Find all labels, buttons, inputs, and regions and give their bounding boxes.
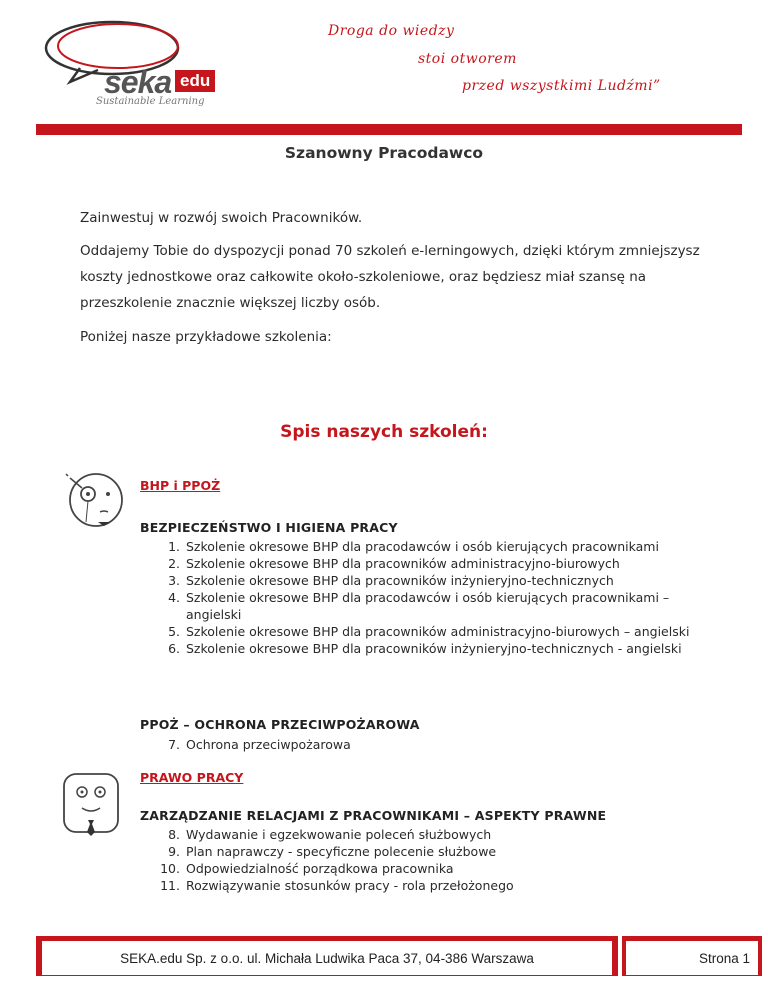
list-item: 9. Plan naprawczy - specyficzne polecenie służbowe [168, 844, 497, 859]
monocle-face-icon [56, 466, 136, 532]
footer-address: SEKA.edu Sp. z o.o. ul. Michała Ludwika Paca 37, 04-386 Warszawa [42, 941, 612, 975]
group-title-ppoz: PPOŻ – OCHRONA PRZECIWPOŻAROWA [140, 717, 420, 732]
category-prawo-pracy: PRAWO PRACY [140, 770, 244, 785]
header-divider [36, 124, 742, 135]
list-title: Spis naszych szkoleń: [280, 422, 488, 442]
logo-name: seka [104, 64, 172, 100]
page-number: Strona 1 [626, 941, 758, 975]
list-item: 5. Szkolenie okresowe BHP dla pracowników administracyjno-biurowych – angielski [168, 624, 690, 639]
paragraph-1: Zainwestuj w rozwój swoich Pracowników. [80, 210, 363, 226]
list-item: 4. Szkolenie okresowe BHP dla pracodawców i osób kierujących pracownikami – angielski [168, 590, 670, 622]
list-item: 11. Rozwiązywanie stosunków pracy - rola przełożonego [160, 878, 514, 893]
list-item: 8. Wydawanie i egzekwowanie poleceń służbowych [168, 827, 492, 842]
salutation: Szanowny Pracodawco [284, 144, 484, 162]
course-list-bhp [160, 538, 690, 657]
category-bhp: BHP i PPOŻ [140, 478, 221, 493]
paragraph-3: Poniżej nasze przykładowe szkolenia: [80, 329, 332, 345]
list-item: 6. Szkolenie okresowe BHP dla pracowników inżynieryjno-technicznych - angielski [168, 641, 682, 656]
list-item: 2. Szkolenie okresowe BHP dla pracowników administracyjno-biurowych [168, 556, 620, 571]
group-title-bhp: BEZPIECZEŃSTWO I HIGIENA PRACY [140, 520, 398, 535]
motto-line-2: stoi otworem [418, 51, 517, 67]
paragraph-2: Oddajemy Tobie do dyspozycji ponad 70 szkoleń e-lerningowych, dzięki którym zmniejszysz koszty jednostkowe oraz całkowite około-szkoleniowe, oraz będziesz miał szansę na przeszkolenie znacznie większej liczby osób. [80, 243, 700, 311]
motto-line-1: Droga do wiedzy [328, 23, 455, 39]
list-item: 3. Szkolenie okresowe BHP dla pracowników inżynieryjno-technicznych [168, 573, 614, 588]
logo-suffix: edu [175, 70, 215, 92]
motto-line-3: przed wszystkimi Ludźmi” [462, 78, 661, 94]
list-item: 7. Ochrona przeciwpożarowa [168, 737, 351, 752]
list-item: 10. Odpowiedzialność porządkowa pracownika [160, 861, 454, 876]
logo-tagline: Sustainable Learning [96, 96, 205, 107]
course-list-ppoz [160, 736, 690, 753]
course-list-prawo [160, 826, 690, 894]
tie-face-icon [58, 770, 124, 838]
list-item: 1. Szkolenie okresowe BHP dla pracodawców i osób kierujących pracownikami [168, 539, 659, 554]
group-title-prawo: ZARZĄDZANIE RELACJAMI Z PRACOWNIKAMI – ASPEKTY PRAWNE [140, 808, 607, 823]
